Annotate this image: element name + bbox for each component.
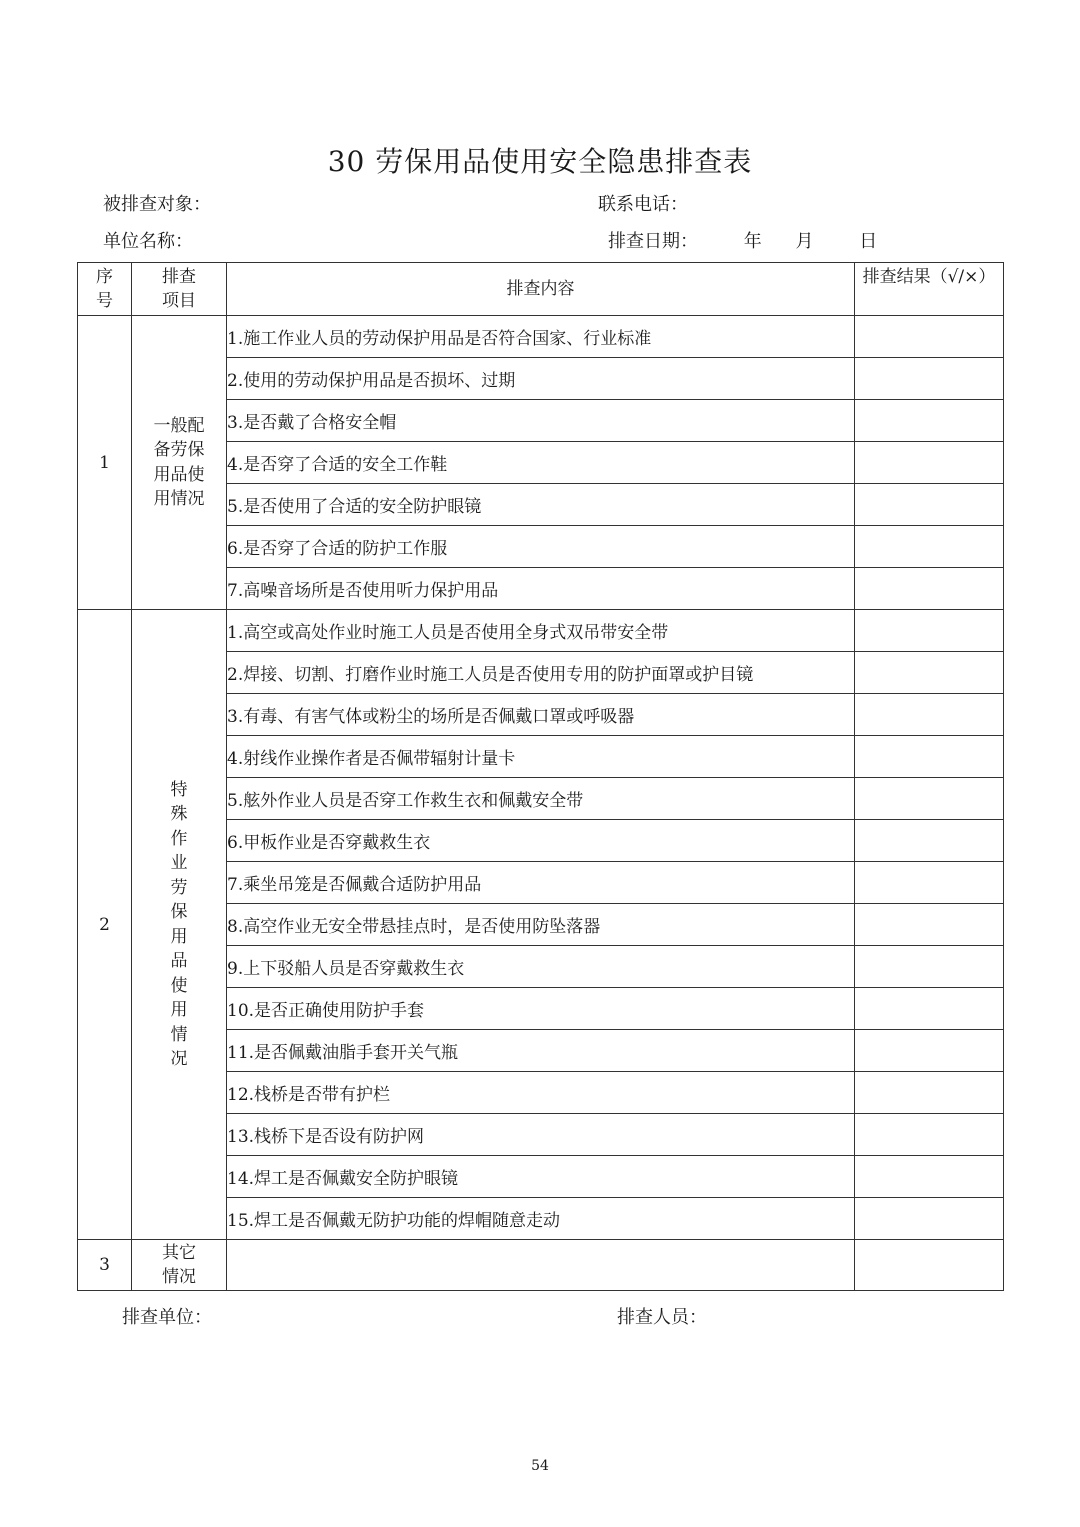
day-label: 日 [859, 231, 878, 252]
check-item: 5.舷外作业人员是否穿工作救生衣和佩戴安全带 [227, 778, 855, 820]
check-item: 7.高噪音场所是否使用听力保护用品 [227, 568, 855, 610]
result-cell[interactable] [855, 1198, 1004, 1240]
other-content-cell[interactable] [227, 1240, 855, 1291]
col-header-result: 排查结果（√/×） [855, 263, 1004, 316]
col-header-seq: 序 号 [78, 263, 132, 316]
table-row [78, 610, 1004, 652]
result-cell[interactable] [855, 358, 1004, 400]
result-cell[interactable] [855, 568, 1004, 610]
check-item: 8.高空作业无安全带悬挂点时，是否使用防坠落器 [227, 904, 855, 946]
check-item: 2.焊接、切割、打磨作业时施工人员是否使用专用的防护面罩或护目镜 [227, 652, 855, 694]
check-item: 3.有毒、有害气体或粉尘的场所是否佩戴口罩或呼吸器 [227, 694, 855, 736]
result-cell[interactable] [855, 316, 1004, 358]
check-item: 2.使用的劳动保护用品是否损坏、过期 [227, 358, 855, 400]
page-title: 30 劳保用品使用安全隐患排查表 [327, 145, 753, 178]
check-item: 9.上下驳船人员是否穿戴救生衣 [227, 946, 855, 988]
page-number: 54 [531, 1458, 549, 1474]
footer-person-label: 排查人员： [617, 1307, 707, 1328]
unit-name-label: 单位名称： [103, 231, 193, 252]
inspection-table [77, 262, 1004, 1291]
result-cell[interactable] [855, 778, 1004, 820]
section-category [132, 610, 227, 1240]
check-item: 12.栈桥是否带有护栏 [227, 1072, 855, 1114]
check-item: 6.甲板作业是否穿戴救生衣 [227, 820, 855, 862]
result-cell[interactable] [855, 946, 1004, 988]
result-cell[interactable] [855, 652, 1004, 694]
section-number: 1 [78, 316, 132, 610]
result-cell[interactable] [855, 988, 1004, 1030]
check-item: 14.焊工是否佩戴安全防护眼镜 [227, 1156, 855, 1198]
result-cell[interactable] [855, 1156, 1004, 1198]
result-cell[interactable] [855, 400, 1004, 442]
result-cell[interactable] [855, 736, 1004, 778]
check-item: 10.是否正确使用防护手套 [227, 988, 855, 1030]
table-row [78, 1240, 1004, 1291]
year-label: 年 [743, 231, 762, 252]
check-item: 5.是否使用了合适的安全防护眼镜 [227, 484, 855, 526]
result-cell[interactable] [855, 526, 1004, 568]
phone-label: 联系电话： [598, 194, 688, 215]
result-cell[interactable] [855, 862, 1004, 904]
table-row [78, 316, 1004, 358]
result-cell[interactable] [855, 1114, 1004, 1156]
check-item: 4.是否穿了合适的安全工作鞋 [227, 442, 855, 484]
date-label: 排查日期： [608, 231, 698, 252]
result-cell[interactable] [855, 1240, 1004, 1291]
check-item: 1.高空或高处作业时施工人员是否使用全身式双吊带安全带 [227, 610, 855, 652]
month-label: 月 [795, 231, 814, 252]
result-cell[interactable] [855, 484, 1004, 526]
section-category-text: 其它情况 [162, 1242, 196, 1287]
check-item: 1.施工作业人员的劳动保护用品是否符合国家、行业标准 [227, 316, 855, 358]
result-cell[interactable] [855, 694, 1004, 736]
check-item: 7.乘坐吊笼是否佩戴合适防护用品 [227, 862, 855, 904]
check-item: 6.是否穿了合适的防护工作服 [227, 526, 855, 568]
footer-unit-label: 排查单位： [122, 1307, 212, 1328]
table-header-row [78, 263, 1004, 316]
check-item: 11.是否佩戴油脂手套开关气瓶 [227, 1030, 855, 1072]
result-cell[interactable] [855, 442, 1004, 484]
col-header-item: 排查 项目 [132, 263, 227, 316]
result-cell[interactable] [855, 610, 1004, 652]
check-item: 4.射线作业操作者是否佩带辐射计量卡 [227, 736, 855, 778]
section-number: 3 [78, 1240, 132, 1291]
result-cell[interactable] [855, 904, 1004, 946]
check-item: 15.焊工是否佩戴无防护功能的焊帽随意走动 [227, 1198, 855, 1240]
section-category [132, 316, 227, 610]
result-cell[interactable] [855, 1030, 1004, 1072]
result-cell[interactable] [855, 1072, 1004, 1114]
check-item: 13.栈桥下是否设有防护网 [227, 1114, 855, 1156]
section-number: 2 [78, 610, 132, 1240]
col-header-content: 排查内容 [227, 263, 855, 316]
result-cell[interactable] [855, 820, 1004, 862]
date-field [608, 227, 877, 253]
section-category-text: 特殊作业劳保用品使用情况 [170, 779, 188, 1069]
check-item: 3.是否戴了合格安全帽 [227, 400, 855, 442]
section-category [132, 1240, 227, 1291]
section-category-text: 一般配备劳保用品使用情况 [153, 415, 205, 509]
target-label: 被排查对象： [103, 194, 211, 215]
